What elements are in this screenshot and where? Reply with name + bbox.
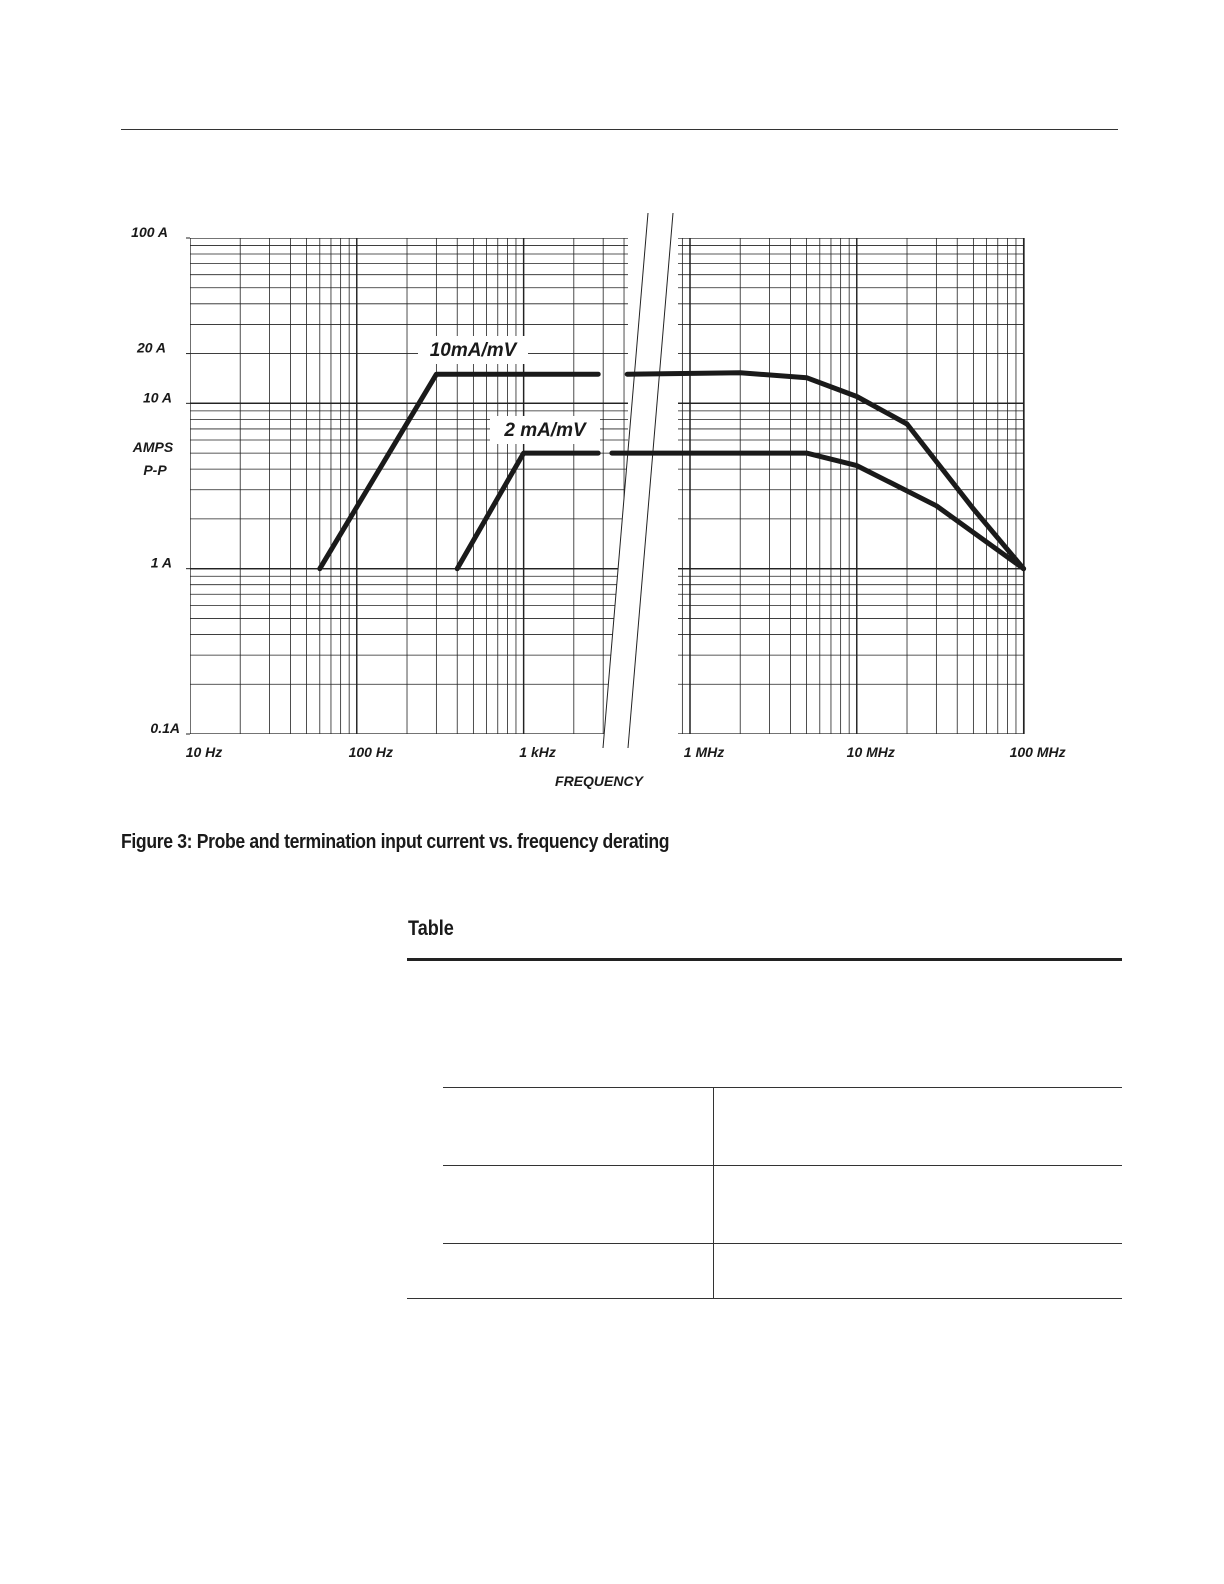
series-label: 10mA/mV: [429, 340, 517, 361]
y-tick-label: 0.1A: [150, 720, 180, 736]
table-cell: [443, 1244, 714, 1300]
series-line-2ma-per-mv: [612, 453, 1024, 569]
x-axis-title: FREQUENCY: [555, 773, 643, 789]
y-axis-title-line1: AMPS: [132, 439, 174, 455]
table-cell: [714, 1088, 1123, 1166]
table-cell: [714, 1166, 1123, 1244]
axis-break-gap: [603, 213, 672, 748]
table-cell: [443, 1088, 714, 1166]
chart-curves: [320, 373, 1024, 569]
table-bottom-rule: [407, 1298, 1122, 1299]
y-axis-labels: [131, 224, 190, 736]
y-tick-label: 20 A: [136, 339, 166, 356]
x-tick-label: 1 kHz: [519, 744, 556, 760]
x-tick-label: 100 MHz: [1009, 744, 1066, 760]
y-axis-title-line2: P-P: [143, 462, 167, 478]
series-line-2ma-per-mv: [457, 453, 598, 569]
y-tick-label: 10 A: [142, 389, 172, 406]
x-tick-label: 100 Hz: [348, 744, 393, 760]
axis-break: [603, 213, 673, 748]
table-cell: [443, 1166, 714, 1244]
data-table: [443, 1087, 1122, 1299]
grid-right-panel: [523, 238, 1024, 734]
table-row: [443, 1244, 1122, 1300]
y-tick-label: 1 A: [150, 554, 172, 571]
x-tick-label: 10 Hz: [185, 744, 223, 760]
series-labels: [418, 336, 600, 444]
table-row: [443, 1088, 1122, 1166]
y-tick-label: 100 A: [131, 224, 168, 240]
table-row: [443, 1166, 1122, 1244]
x-tick-label: 1 MHz: [683, 744, 725, 760]
table-title: Table: [408, 917, 454, 940]
series-label: 2 mA/mV: [504, 420, 586, 441]
table-top-rule: [407, 958, 1122, 961]
series-line-10ma-per-mv: [627, 373, 1023, 569]
figure-caption: Figure 3: Probe and termination input current vs. frequency derating: [121, 831, 670, 853]
x-tick-label: 10 MHz: [846, 744, 895, 760]
table-cell: [714, 1244, 1123, 1300]
